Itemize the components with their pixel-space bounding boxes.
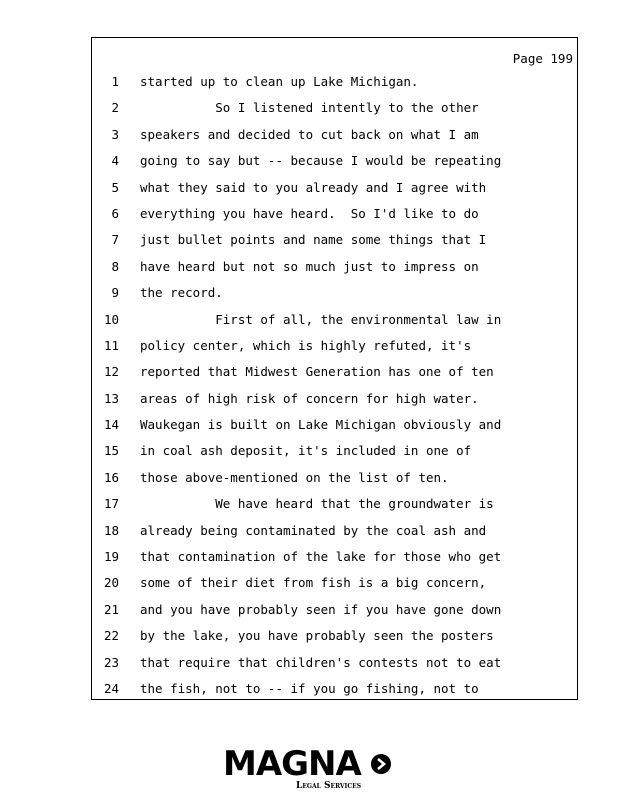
transcript-line — [92, 231, 577, 257]
logo-wordmark: MAGNA — [223, 744, 361, 784]
logo-subtitle: Legal Services — [296, 781, 362, 791]
line-text: the fish, not to -- if you go fishing, not to — [140, 680, 479, 696]
line-number: 5 — [111, 179, 119, 195]
line-text: what they said to you already and I agree with — [140, 179, 487, 195]
line-number: 24 — [103, 680, 119, 696]
line-number: 20 — [103, 575, 119, 591]
line-text: policy center, which is highly refuted, it's — [140, 337, 472, 353]
transcript-line — [92, 416, 577, 442]
line-number: 8 — [111, 258, 119, 274]
line-number: 15 — [103, 443, 119, 459]
transcript-line — [92, 548, 577, 574]
line-text: reported that Midwest Generation has one of ten — [140, 364, 494, 380]
line-text: and you have probably seen if you have gone down — [140, 601, 502, 617]
line-text: So I listened intently to the other — [140, 100, 479, 116]
line-number: 2 — [111, 100, 119, 116]
transcript-line — [92, 574, 577, 600]
transcript-line — [92, 284, 577, 310]
transcript-line — [92, 258, 577, 284]
line-text: started up to clean up Lake Michigan. — [140, 74, 419, 89]
transcript-line — [92, 126, 577, 152]
line-text: We have heard that the groundwater is — [140, 496, 494, 512]
line-text: have heard but not so much just to impress on — [140, 258, 479, 274]
line-text: going to say but -- because I would be repeating — [140, 153, 502, 169]
line-number: 17 — [103, 496, 119, 512]
line-number: 10 — [103, 311, 119, 327]
line-number: 12 — [103, 364, 119, 380]
transcript-line — [92, 442, 577, 468]
line-text: just bullet points and name some things that I — [140, 232, 487, 248]
transcript-line — [92, 601, 577, 627]
transcript-lines — [92, 73, 577, 706]
line-number: 16 — [103, 469, 119, 485]
line-text: some of their diet from fish is a big concern, — [140, 575, 487, 591]
line-number: 13 — [103, 390, 119, 406]
line-text: areas of high risk of concern for high water. — [140, 390, 479, 406]
line-text: speakers and decided to cut back on what I am — [140, 126, 479, 142]
line-number: 3 — [111, 126, 119, 142]
line-number: 14 — [103, 417, 119, 433]
line-number: 23 — [103, 654, 119, 670]
transcript-line — [92, 363, 577, 389]
line-text: those above-mentioned on the list of ten. — [140, 469, 449, 485]
line-text: that require that children's contests not to eat — [140, 654, 502, 670]
transcript-line — [92, 680, 577, 706]
transcript-line — [92, 337, 577, 363]
line-number: 22 — [103, 628, 119, 644]
line-number: 21 — [103, 601, 119, 617]
line-number: 11 — [103, 337, 119, 353]
line-text: that contamination of the lake for those who get — [140, 549, 502, 565]
line-number: 18 — [103, 522, 119, 538]
line-text: Waukegan is built on Lake Michigan obviously and — [140, 417, 502, 433]
magna-logo — [223, 744, 398, 794]
line-text: First of all, the environmental law in — [140, 311, 502, 327]
line-number: 1 — [111, 74, 119, 89]
line-text: by the lake, you have probably seen the posters — [140, 628, 494, 644]
line-text: everything you have heard. So I'd like to do — [140, 205, 479, 221]
transcript-line — [92, 495, 577, 521]
transcript-line — [92, 205, 577, 231]
line-number: 6 — [111, 205, 119, 221]
line-number: 19 — [103, 549, 119, 565]
transcript-line — [92, 390, 577, 416]
transcript-line — [92, 654, 577, 680]
transcript-line — [92, 73, 577, 99]
transcript-line — [92, 469, 577, 495]
chevron-right-circle-icon — [371, 754, 391, 774]
transcript-line — [92, 522, 577, 548]
transcript-line — [92, 99, 577, 125]
line-text: in coal ash deposit, it's included in one of — [140, 443, 472, 459]
transcript-line — [92, 627, 577, 653]
transcript-line — [92, 152, 577, 178]
line-text: the record. — [140, 285, 223, 301]
transcript-line — [92, 179, 577, 205]
transcript-line — [92, 311, 577, 337]
page-number: Page 199 — [512, 51, 573, 66]
transcript-page — [91, 37, 578, 700]
line-number: 7 — [111, 232, 119, 248]
line-number: 9 — [111, 285, 119, 301]
line-text: already being contaminated by the coal ash and — [140, 522, 487, 538]
line-number: 4 — [111, 153, 119, 169]
